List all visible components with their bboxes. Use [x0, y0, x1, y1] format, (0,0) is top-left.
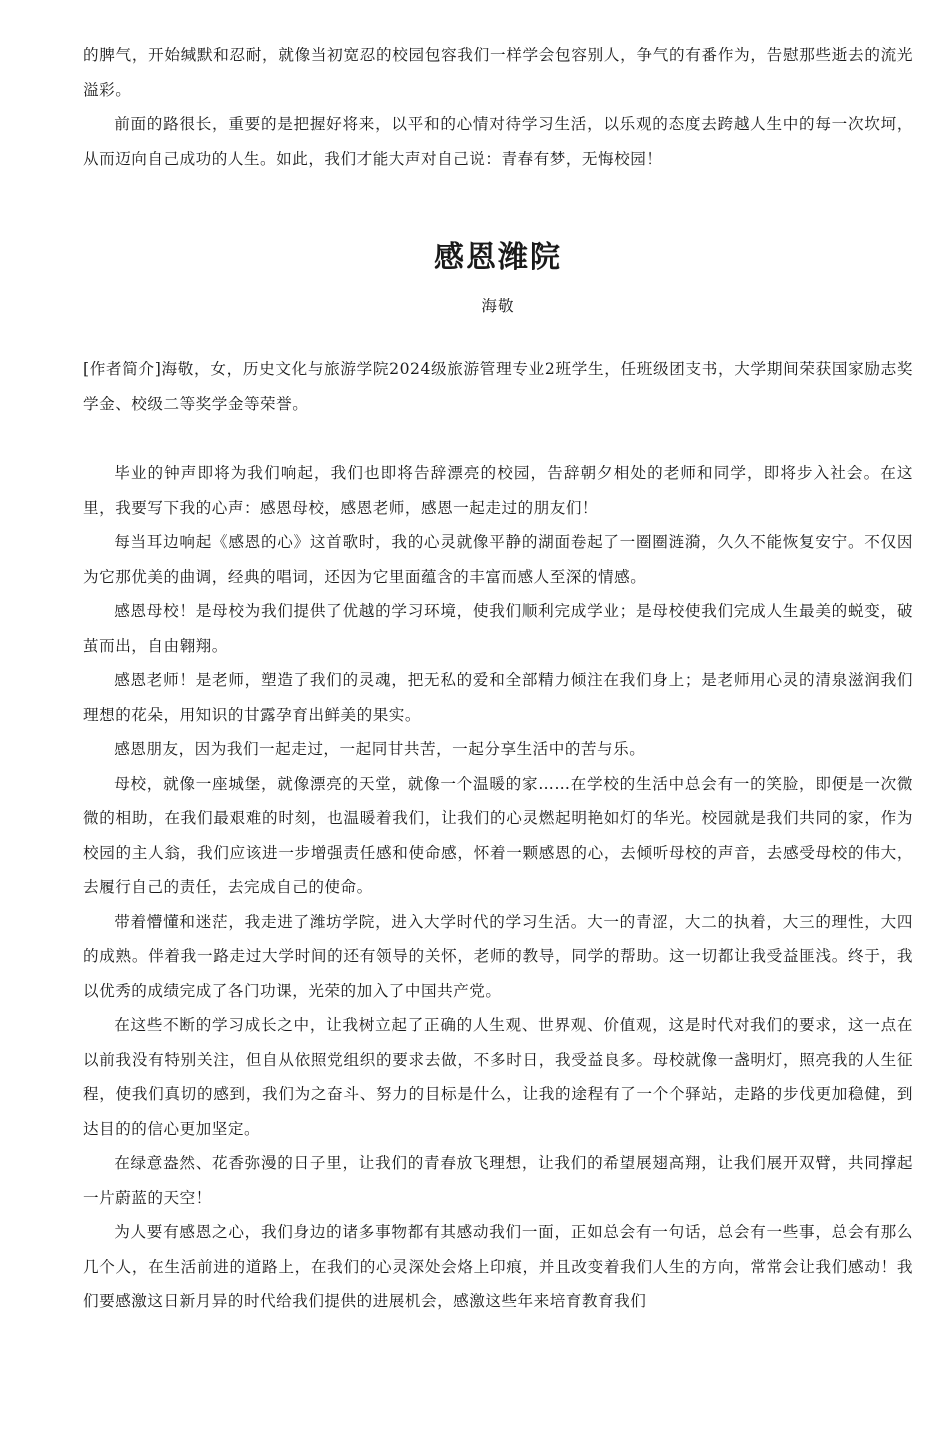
article-author: 海敬 — [481, 297, 515, 315]
body-paragraph: 带着懵懂和迷茫，我走进了潍坊学院，进入大学时代的学习生活。大一的青涩，大二的执着，大三的理性，大四的成熟。伴着我一路走过大学时间的还有领导的关怀，老师的教导，同学的帮助。这一切都让我受益匪浅。终于，我以优秀的成绩完成了各门功课，光荣的加入了中国共产党。 — [83, 912, 913, 1000]
intro-paragraph-continued: 的脾气，开始缄默和忍耐，就像当初宽忍的校园包容我们一样学会包容别人，争气的有番作为，告慰那些逝去的流光溢彩。 — [83, 46, 913, 99]
body-paragraph: 毕业的钟声即将为我们响起，我们也即将告辞漂亮的校园，告辞朝夕相处的老师和同学，即将步入社会。在这里，我要写下我的心声：感恩母校，感恩老师，感恩一起走过的朋友们！ — [83, 464, 913, 517]
body-paragraph: 每当耳边响起《感恩的心》这首歌时，我的心灵就像平静的湖面卷起了一圈圈涟漪，久久不能恢复安宁。不仅因为它那优美的曲调，经典的唱词，还因为它里面蕴含的丰富而感人至深的情感。 — [83, 533, 913, 586]
body-paragraph: 母校，就像一座城堡，就像漂亮的天堂，就像一个温暖的家……在学校的生活中总会有一的笑脸，即便是一次微微的相助，在我们最艰难的时刻，也温暖着我们，让我们的心灵燃起明艳如灯的华光。校园就是我们共同的家，作为校园的主人翁，我们应该进一步增强责任感和使命感，怀着一颗感恩的心，去倾听母校的声音，去感受母校的伟大，去履行自己的责任，去完成自己的使命。 — [83, 774, 913, 896]
body-paragraph: 感恩老师！是老师，塑造了我们的灵魂，把无私的爱和全部精力倾注在我们身上；是老师用心灵的清泉滋润我们理想的花朵，用知识的甘露孕育出鲜美的果实。 — [83, 671, 913, 724]
body-paragraph: 在这些不断的学习成长之中，让我树立起了正确的人生观、世界观、价值观，这是时代对我们的要求，这一点在以前我没有特别关注，但自从依照党组织的要求去做，不多时日，我受益良多。母校就像一盏明灯，照亮我的人生征程，使我们真切的感到，我们为之奋斗、努力的目标是什么，让我的途程有了一个个驿站，走路的步伐更加稳健，到达目的的信心更加坚定。 — [83, 1016, 913, 1138]
document-page — [83, 38, 913, 1319]
body-paragraph: 感恩朋友，因为我们一起走过，一起同甘共苦，一起分享生活中的苦与乐。 — [114, 740, 646, 758]
intro-paragraph-closing: 前面的路很长，重要的是把握好将来，以平和的心情对待学习生活，以乐观的态度去跨越人生中的每一次坎坷，从而迈向自己成功的人生。如此，我们才能大声对自己说：青春有梦，无悔校园！ — [83, 115, 913, 168]
author-bio: [作者简介]海敬，女，历史文化与旅游学院2024级旅游管理专业2班学生，任班级团支书，大学期间荣获国家励志奖学金、校级二等奖学金等荣誉。 — [83, 360, 913, 413]
article-title: 感恩潍院 — [434, 240, 562, 275]
body-paragraph: 感恩母校！是母校为我们提供了优越的学习环境，使我们顺利完成学业；是母校使我们完成人生最美的蜕变，破茧而出，自由翱翔。 — [83, 602, 913, 655]
article-body — [83, 456, 913, 1319]
body-paragraph: 为人要有感恩之心，我们身边的诸多事物都有其感动我们一面，正如总会有一句话，总会有一些事，总会有那么几个人，在生活前进的道路上，在我们的心灵深处会烙上印痕，并且改变着我们人生的方向，常常会让我们感动！我们要感激这日新月异的时代给我们提供的进展机会，感激这些年来培育教育我们 — [83, 1223, 913, 1310]
body-paragraph: 在绿意盎然、花香弥漫的日子里，让我们的青春放飞理想，让我们的希望展翅高翔，让我们展开双臂，共同撑起一片蔚蓝的天空！ — [83, 1154, 913, 1207]
